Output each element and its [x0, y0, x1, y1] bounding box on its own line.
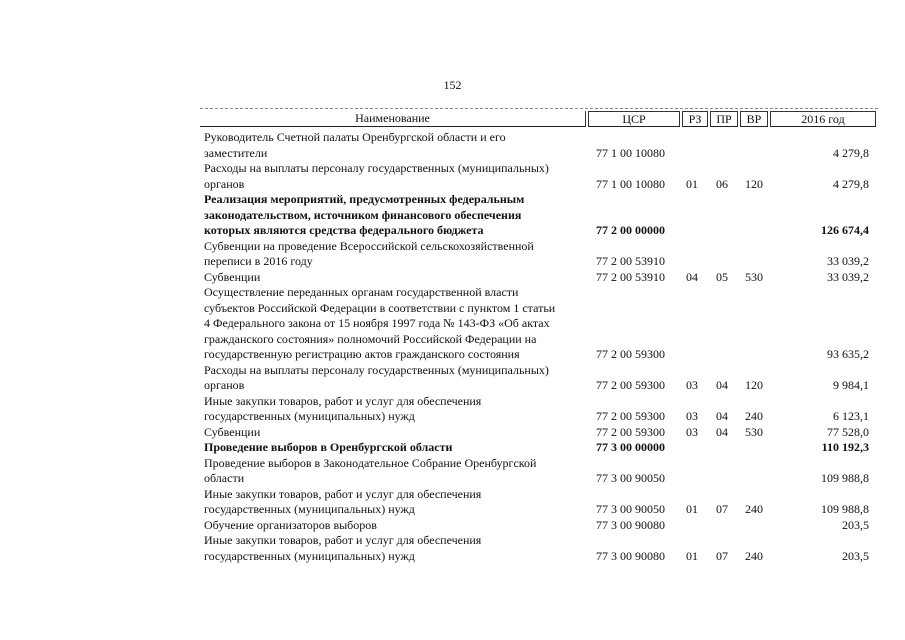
row-vr: 530	[745, 269, 763, 284]
row-amount: 77 528,0	[827, 424, 869, 439]
row-name	[204, 239, 584, 270]
row-name-line: Расходы на выплаты персоналу государственных (муниципальных)	[204, 362, 549, 377]
row-name-line: Проведение выборов в Законодательное Собрание Оренбургской	[204, 455, 537, 470]
row-vr: 530	[745, 424, 763, 439]
row-name-line: гражданского состояния» полномочий Российской Федерации на	[204, 331, 537, 346]
table-row	[0, 487, 905, 518]
row-code: 77 2 00 00000	[596, 223, 665, 237]
row-vr: 120	[745, 176, 763, 191]
table-row	[0, 440, 905, 456]
header-name: Наименование	[200, 111, 586, 127]
row-name-line: Осуществление переданных органам государственной власти	[204, 285, 519, 299]
row-name-line: Иные закупки товаров, работ и услуг для обеспечения	[204, 533, 482, 547]
row-rz: 01	[686, 176, 698, 191]
row-amount: 109 988,8	[821, 502, 869, 516]
table-row	[0, 456, 905, 487]
row-amount: 33 039,2	[827, 254, 869, 268]
row-name-line: органов	[204, 378, 245, 392]
row-name-line: которых являются средства федерального бюджета	[204, 223, 484, 237]
table-row	[0, 394, 905, 425]
header-vr: ВР	[740, 111, 768, 127]
table-row	[0, 533, 905, 564]
table-header	[200, 108, 878, 129]
row-name	[204, 425, 584, 441]
row-name-line: законодательством, источником финансового обеспечения	[204, 207, 522, 222]
row-name-line: органов	[204, 176, 245, 191]
row-amount: 6 123,1	[833, 409, 869, 423]
row-name-line: Субвенции	[204, 424, 261, 439]
row-code: 77 2 00 59300	[596, 378, 665, 392]
row-name-line: Обучение организаторов выборов	[204, 517, 377, 532]
row-name-line: Реализация мероприятий, предусмотренных федеральным	[204, 192, 525, 206]
row-amount: 110 192,3	[821, 440, 869, 454]
row-name-line: Иные закупки товаров, работ и услуг для обеспечения	[204, 393, 482, 408]
row-name-line: государственных (муниципальных) нужд	[204, 409, 415, 423]
row-name	[204, 192, 584, 239]
row-name	[204, 533, 584, 564]
table-row	[0, 239, 905, 270]
row-name	[204, 456, 584, 487]
row-code: 77 2 00 53910	[596, 269, 665, 284]
row-rz: 03	[686, 378, 698, 392]
row-vr: 120	[745, 378, 763, 392]
row-name	[204, 270, 584, 286]
row-code: 77 3 00 00000	[596, 440, 665, 454]
row-vr: 240	[745, 502, 763, 516]
row-amount: 33 039,2	[827, 269, 869, 284]
row-amount: 9 984,1	[833, 378, 869, 392]
row-amount: 203,5	[842, 517, 869, 532]
row-name	[204, 130, 584, 161]
table-row	[0, 192, 905, 239]
row-pr: 07	[716, 502, 728, 516]
row-pr: 05	[716, 269, 728, 284]
row-name	[204, 363, 584, 394]
row-name	[204, 394, 584, 425]
row-code: 77 2 00 59300	[596, 409, 665, 423]
row-pr: 07	[716, 548, 728, 563]
row-amount: 93 635,2	[827, 347, 869, 361]
row-name	[204, 518, 584, 534]
row-name	[204, 285, 584, 363]
row-name-line: переписи в 2016 году	[204, 254, 313, 268]
row-pr: 06	[716, 176, 728, 191]
row-amount: 126 674,4	[821, 223, 869, 237]
header-rz: РЗ	[682, 111, 708, 127]
row-name-line: заместители	[204, 145, 268, 160]
row-name-line: Субвенции на проведение Всероссийской сельскохозяйственной	[204, 238, 534, 253]
row-rz: 01	[686, 548, 698, 563]
row-code: 77 3 00 90050	[596, 471, 665, 485]
page-number: 152	[443, 78, 462, 92]
table-row	[0, 363, 905, 394]
row-code: 77 1 00 10080	[596, 145, 665, 160]
header-pr: ПР	[710, 111, 738, 127]
row-code: 77 3 00 90080	[596, 548, 665, 563]
row-amount: 4 279,8	[833, 145, 869, 160]
row-code: 77 2 00 53910	[596, 254, 665, 268]
row-rz: 03	[686, 424, 698, 439]
row-name-line: Субвенции	[204, 269, 261, 284]
table-row	[0, 425, 905, 441]
table-row	[0, 130, 905, 161]
row-name-line: Руководитель Счетной палаты Оренбургской области и его	[204, 130, 506, 144]
header-csr: ЦСР	[588, 111, 680, 127]
row-name-line: субъектов Российской Федерации в соответствии с пунктом 1 статьи	[204, 300, 556, 315]
row-name	[204, 161, 584, 192]
row-amount: 4 279,8	[833, 176, 869, 191]
row-rz: 03	[686, 409, 698, 423]
row-vr: 240	[745, 548, 763, 563]
row-code: 77 2 00 59300	[596, 424, 665, 439]
row-amount: 203,5	[842, 548, 869, 563]
row-rz: 01	[686, 502, 698, 516]
row-pr: 04	[716, 409, 728, 423]
row-amount: 109 988,8	[821, 471, 869, 485]
row-code: 77 2 00 59300	[596, 347, 665, 361]
table-row	[0, 285, 905, 363]
row-pr: 04	[716, 378, 728, 392]
row-vr: 240	[745, 409, 763, 423]
row-name	[204, 487, 584, 518]
row-name-line: Проведение выборов в Оренбургской области	[204, 440, 453, 454]
table-row	[0, 518, 905, 534]
table-row	[0, 161, 905, 192]
row-pr: 04	[716, 424, 728, 439]
header-year: 2016 год	[770, 111, 876, 127]
row-name	[204, 440, 584, 456]
row-name-line: 4 Федерального закона от 15 ноября 1997 года № 143-ФЗ «Об актах	[204, 316, 550, 330]
row-code: 77 3 00 90080	[596, 517, 665, 532]
table-row	[0, 270, 905, 286]
row-name-line: области	[204, 471, 245, 485]
row-name-line: государственных (муниципальных) нужд	[204, 548, 415, 563]
row-rz: 04	[686, 269, 698, 284]
row-name-line: государственных (муниципальных) нужд	[204, 502, 415, 516]
row-code: 77 1 00 10080	[596, 176, 665, 191]
row-name-line: Иные закупки товаров, работ и услуг для обеспечения	[204, 486, 482, 501]
row-code: 77 3 00 90050	[596, 502, 665, 516]
table-body	[0, 130, 905, 564]
row-name-line: Расходы на выплаты персоналу государственных (муниципальных)	[204, 161, 549, 175]
row-name-line: государственную регистрацию актов гражданского состояния	[204, 347, 520, 361]
